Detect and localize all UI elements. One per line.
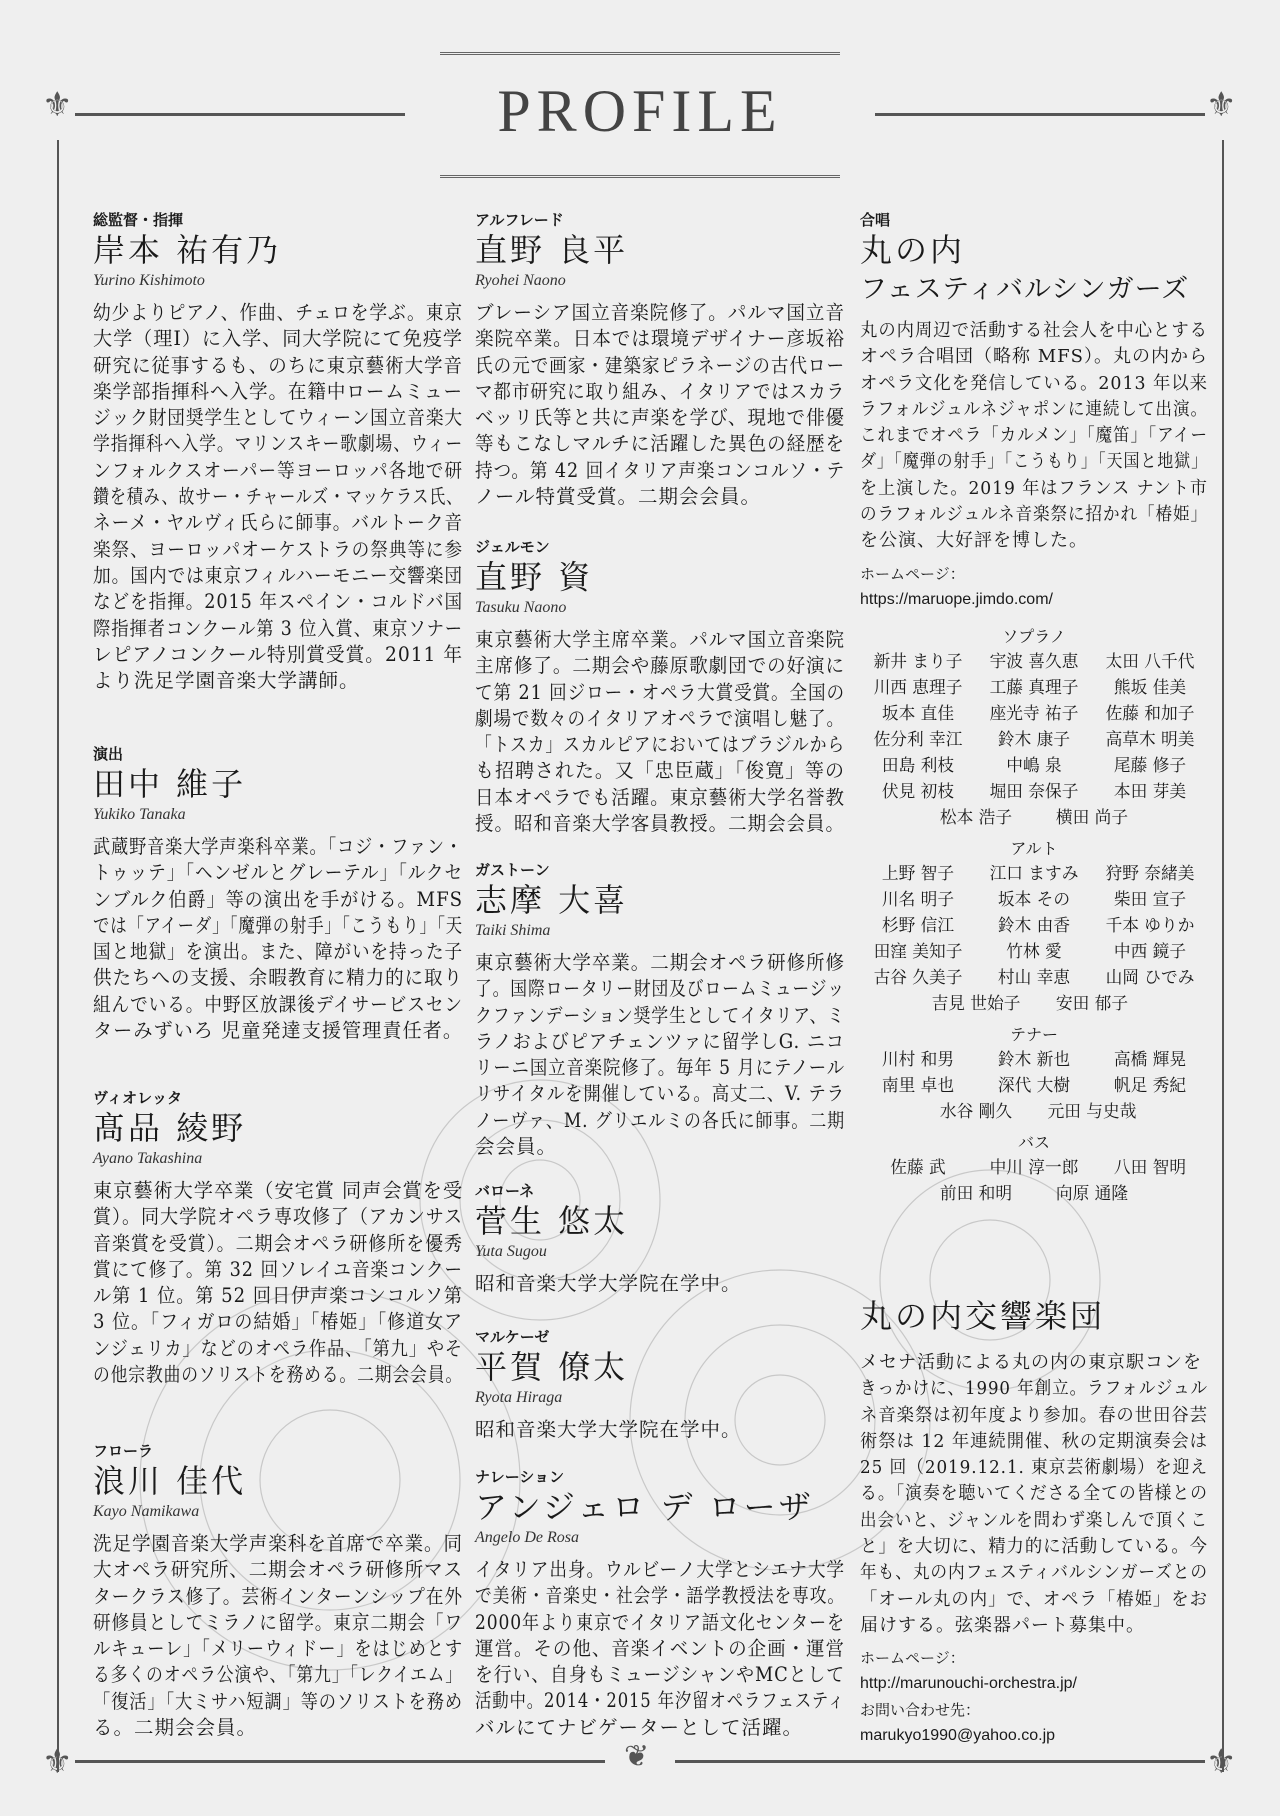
orchestra-contact-email[interactable]: marukyo1990@yahoo.co.jp <box>860 1727 1056 1745</box>
chorus-member: 狩野 奈緒美 <box>1105 863 1195 884</box>
bio-line: 洗足学園音楽大学声楽科を首席で卒業。同 <box>93 1532 464 1555</box>
bio-line: 大学（理Ⅰ）に入学、同大学院にて免疫学 <box>93 327 463 351</box>
profile-bio <box>93 300 463 694</box>
chorus-part <box>860 1131 1208 1207</box>
profile-name: アンジェロ デ ローザ <box>475 1488 814 1526</box>
chorus-member-row <box>860 779 1208 805</box>
frame-bottom-right-line <box>675 1760 1205 1763</box>
bio-line: ルキューレ」「メリーウィドー」をはじめとす <box>93 1637 463 1661</box>
fleur-de-lis-icon: ⚜ <box>1206 1742 1237 1782</box>
bio-line: 等もこなしマルチに活躍した異色の経歴を <box>475 432 846 456</box>
chorus-member: 宇波 喜久恵 <box>989 651 1079 672</box>
profile-romaji: Yukiko Tanaka <box>93 806 186 823</box>
bio-line: ラノおよびピアチェンツァに留学しG. ニコ <box>475 1029 845 1053</box>
chorus-member: 中嶋 泉 <box>1006 755 1062 776</box>
chorus-member: 高橋 輝晃 <box>1113 1049 1187 1070</box>
bio-line: ンブルク伯爵」等の演出を手がける。MFS <box>93 887 463 911</box>
profile-bio <box>475 300 845 510</box>
profile-barone <box>475 1181 845 1297</box>
chorus-member: 尾藤 修子 <box>1113 755 1187 776</box>
bio-line: 3 位。「フィガロの結婚」「椿姫」「修道女ア <box>93 1310 464 1334</box>
bio-line: ンフォルクスオーパー等ヨーロッパ各地で研 <box>93 458 463 482</box>
fleur-de-lis-icon: ⚜ <box>42 85 73 125</box>
bio-line: 出会いと、ジャンルを問わず楽しんで頂くこ <box>860 1509 1208 1531</box>
chorus-member: 帆足 秀紀 <box>1113 1075 1187 1096</box>
fleur-de-lis-icon: ⚜ <box>1206 85 1237 125</box>
bio-line: 昭和音楽大学大学院在学中。 <box>475 1272 742 1295</box>
chorus-member: 川西 恵理子 <box>873 677 963 698</box>
chorus-member: 太田 八千代 <box>1105 651 1195 672</box>
profile-role: マルケーゼ <box>475 1328 550 1346</box>
chorus-role: 合唱 <box>860 211 891 229</box>
profile-gastone <box>475 860 845 1160</box>
profile-germont <box>475 537 845 837</box>
bio-line: 東京藝術大学卒業（安宅賞 同声会賞を受 <box>93 1179 463 1202</box>
orchestra-bio <box>860 1350 1208 1639</box>
bio-line: ネ音楽祭は初年度より参加。春の世田谷芸 <box>860 1404 1209 1426</box>
chorus-member: 深代 大樹 <box>997 1075 1071 1096</box>
bio-line: 昭和音楽大学大学院在学中。 <box>475 1418 742 1441</box>
chorus-member-row <box>860 753 1208 779</box>
chorus-part-label: ソプラノ <box>1002 626 1066 646</box>
profile-romaji: Ryota Hiraga <box>475 1389 563 1406</box>
bio-line: 術祭は 12 年連続開催、秋の定期演奏会は <box>860 1430 1208 1452</box>
chorus-member: 鈴木 由香 <box>997 915 1071 936</box>
profile-name: 田中 維子 <box>93 765 247 803</box>
chorus-member-row <box>860 913 1208 939</box>
frame-bottom-left-line <box>75 1760 605 1763</box>
bio-line: 賞にて修了。第 32 回ソレイユ音楽コンクー <box>93 1257 464 1281</box>
bio-line: オペラ文化を発信している。2013 年以来 <box>860 372 1208 394</box>
profile-role: ナレーション <box>475 1468 565 1486</box>
bio-line: 際指揮者コンクール第 3 位入賞、東京ソナー <box>93 616 464 640</box>
orchestra-homepage-label: ホームページ： <box>860 1649 965 1668</box>
profile-role: アルフレード <box>475 211 564 229</box>
profile-role: 総監督・指揮 <box>93 211 184 229</box>
bio-line: 供たちへの支援、余暇教育に精力的に取り <box>93 966 464 990</box>
bio-line: タークラス修了。芸術インターンシップ在外 <box>93 1584 464 1608</box>
chorus-member-row <box>860 675 1208 701</box>
profile-role: ヴィオレッタ <box>93 1089 182 1107</box>
profile-name: 髙品 綾野 <box>93 1109 247 1147</box>
bio-line: 25 回（2019.12.1. 東京芸術劇場）を迎え <box>860 1457 1209 1479</box>
bio-line: 国と地獄」を演出。また、障がいを持った子 <box>93 940 463 964</box>
frame-right-line <box>1222 140 1224 1772</box>
profile-name: 直野 良平 <box>475 231 629 269</box>
chorus-member: 江口 ますみ <box>989 863 1079 884</box>
profile-role: フローラ <box>93 1442 154 1460</box>
chorus-member: 村山 幸恵 <box>997 967 1071 988</box>
chorus-member: 柴田 宣子 <box>1113 889 1187 910</box>
chorus-member: 中川 淳一郎 <box>989 1157 1079 1178</box>
chorus-member: 吉見 世始子 <box>931 993 1021 1014</box>
bio-line: で美術・音楽史・社会学・語学教授法を専攻。 <box>475 1584 845 1608</box>
chorus-member: 川村 和男 <box>881 1049 955 1070</box>
chorus-member: 前田 和明 <box>939 1183 1013 1204</box>
scroll-ornament-icon: ❦ <box>624 1739 650 1774</box>
chorus-member: 田島 利枝 <box>881 755 955 776</box>
bio-line: 「復活」「大ミサハ短調」等のソリストを務め <box>93 1689 464 1713</box>
bio-line: 持つ。第 42 回イタリア声楽コンコルソ・テ <box>475 458 846 482</box>
profile-romaji: Yurino Kishimoto <box>93 272 205 289</box>
bio-line: ラフォルジュルネジャポンに連続して出演。 <box>860 398 1208 420</box>
chorus-member: 竹林 愛 <box>1006 941 1062 962</box>
bio-line: より洗足学園音楽大学講師。 <box>93 669 360 693</box>
profile-bio <box>475 627 845 837</box>
chorus-member: 本田 芽美 <box>1113 781 1187 802</box>
bio-line: メセナ活動による丸の内の東京駅コンを <box>860 1352 1202 1373</box>
profile-name: 志摩 大喜 <box>475 881 629 919</box>
chorus-member-row <box>860 649 1208 675</box>
chorus-member-row <box>860 991 1208 1017</box>
bio-line: 日本オペラでも活躍。東京藝術大学名誉教 <box>475 785 846 809</box>
bio-line: 鑽を積み、故サー・チャールズ・マッケラス氏、 <box>93 485 464 509</box>
frame-top-right-line <box>875 113 1205 116</box>
chorus-member: 佐分利 幸江 <box>873 729 963 750</box>
chorus-name-line1: 丸の内 <box>860 231 966 269</box>
orchestra-homepage-link[interactable]: http://marunouchi-orchestra.jp/ <box>860 1675 1077 1693</box>
bio-line: と」を大切に、精力的に活動している。今 <box>860 1536 1209 1558</box>
bio-line: ル第 1 位。第 52 回日伊声楽コンコルソ第 <box>93 1284 464 1308</box>
profile-role: ガストーン <box>475 861 550 879</box>
bio-line: 研究に従事するも、のちに東京藝術大学音 <box>93 353 464 377</box>
chorus-name-line2: フェスティバルシンガーズ <box>860 274 1190 305</box>
profile-role: 演出 <box>93 745 124 763</box>
chorus-part-label: テナー <box>1009 1024 1058 1044</box>
profile-role: ジェルモン <box>475 538 550 556</box>
chorus-member-row <box>860 1099 1208 1125</box>
profile-romaji: Kayo Namikawa <box>93 1503 200 1520</box>
chorus-member-row <box>860 1047 1208 1073</box>
chorus-member: 八田 智明 <box>1113 1157 1187 1178</box>
profile-name: 直野 資 <box>475 558 594 596</box>
bio-line: 丸の内周辺で活動する社会人を中心とする <box>860 320 1209 341</box>
bio-line: 劇場で数々のイタリアオペラで演唱し魅了。 <box>475 706 846 730</box>
chorus-member-row <box>860 887 1208 913</box>
bio-line: 加。国内では東京フィルハーモニー交響楽団 <box>93 563 463 587</box>
bio-line: を上演した。2019 年はフランス ナント市 <box>860 477 1208 499</box>
chorus-member: 安田 郁子 <box>1055 993 1129 1014</box>
bio-line: ブレーシア国立音楽院修了。パルマ国立音 <box>475 301 846 324</box>
bio-line: イタリア出身。ウルビーノ大学とシエナ大学 <box>475 1558 845 1581</box>
profile-romaji: Ryohei Naono <box>475 272 566 289</box>
chorus-member: 水谷 剛久 <box>939 1101 1013 1122</box>
profile-role: バローネ <box>475 1182 535 1200</box>
bio-line: の他宗教曲のソリストを務める。二期会会員。 <box>93 1363 464 1387</box>
bio-line: 了。国際ロータリー財団及びロームミュージッ <box>475 977 846 1001</box>
chorus-bio <box>860 318 1208 555</box>
chorus-member: 鈴木 康子 <box>997 729 1071 750</box>
bio-line: 組んでいる。中野区放課後デイサービスセン <box>93 992 463 1016</box>
bio-line: 研修員としてミラノに留学。東京二期会「ワ <box>93 1610 463 1634</box>
profile-romaji: Taiki Shima <box>475 922 551 939</box>
bio-line: では「アイーダ」「魔弾の射手」「こうもり」「天 <box>93 913 464 937</box>
chorus-member: 新井 まり子 <box>873 651 963 672</box>
bio-line: 東京藝術大学主席卒業。パルマ国立音楽院 <box>475 628 846 651</box>
chorus-member: 高草木 明美 <box>1105 729 1195 750</box>
chorus-member-list <box>860 625 1208 1207</box>
chorus-part <box>860 625 1208 831</box>
profile-bio <box>475 1417 845 1443</box>
bio-line: 大オペラ研究所、二期会オペラ研修所マス <box>93 1558 464 1582</box>
chorus-member: 松本 浩子 <box>939 807 1013 828</box>
chorus-member: 杉野 信江 <box>881 915 955 936</box>
bio-line: バルにてナビゲーターとして活躍。 <box>475 1715 804 1739</box>
bio-line: 幼少よりピアノ、作曲、チェロを学ぶ。東京 <box>93 301 464 324</box>
chorus-member: 伏見 初枝 <box>881 781 955 802</box>
chorus-member: 上野 智子 <box>881 863 955 884</box>
bio-line: 楽院卒業。日本では環境デザイナー彦坂裕 <box>475 327 846 351</box>
chorus-part <box>860 1023 1208 1125</box>
profile-romaji: Angelo De Rosa <box>475 1529 579 1546</box>
chorus-member-row <box>860 701 1208 727</box>
bio-line: 運営。その他、音楽イベントの企画・運営 <box>475 1636 846 1660</box>
bio-line: きっかけに、1990 年創立。ラフォルジュル <box>860 1378 1209 1400</box>
orchestra-contact-label: お問い合わせ先： <box>860 1701 981 1720</box>
bio-line: 授。昭和音楽大学客員教授。二期会会員。 <box>475 812 846 836</box>
profile-flora <box>93 1441 463 1741</box>
bio-line: などを指揮。2015 年スペイン・コルドバ国 <box>93 590 464 614</box>
chorus-member: 工藤 真理子 <box>989 677 1079 698</box>
bio-line: る。二期会会員。 <box>93 1716 258 1740</box>
chorus-member: 中西 鏡子 <box>1113 941 1187 962</box>
bio-line: を行い、自身もミュージシャンやMCとして <box>475 1663 845 1687</box>
chorus-member-row <box>860 1155 1208 1181</box>
profile-alfredo <box>475 210 845 510</box>
chorus-homepage-label: ホームページ： <box>860 564 965 583</box>
profile-name: 岸本 祐有乃 <box>93 231 282 269</box>
bio-line: 氏の元で画家・建築家ピラネージの古代ロー <box>475 353 846 377</box>
chorus-member: 佐藤 和加子 <box>1105 703 1195 724</box>
bio-line: 武蔵野音楽大学声楽科卒業。「コジ・ファン・ <box>93 835 464 858</box>
bio-line: トゥッテ」「ヘンゼルとグレーテル」「ルクセ <box>93 861 463 885</box>
bio-line: マ都市研究に取り組み、イタリアではスカラ <box>475 379 846 403</box>
bio-line: る多くのオペラ公演や、「第九」「レクイエム」 <box>93 1663 463 1687</box>
fleur-de-lis-icon: ⚜ <box>42 1742 73 1782</box>
chorus-member: 古谷 久美子 <box>873 967 963 988</box>
bio-line: これまでオペラ「カルメン」「魔笛」「アイー <box>860 425 1209 447</box>
profile-name: 菅生 悠太 <box>475 1202 629 1240</box>
chorus-member: 坂本 直佳 <box>881 703 955 724</box>
bio-line: を公演、大好評を博した。 <box>860 530 1088 552</box>
bio-line: 「オール丸の内」で、オペラ「椿姫」をお <box>860 1588 1208 1610</box>
bio-line: 年も、丸の内フェスティバルシンガーズとの <box>860 1562 1209 1584</box>
profile-director <box>93 744 463 1044</box>
bio-line: て第 21 回ジロー・オペラ大賞受賞。全国の <box>475 680 846 704</box>
profile-conductor <box>93 210 463 694</box>
profile-romaji: Tasuku Naono <box>475 599 567 616</box>
bio-line: 2000年より東京でイタリア語文化センターを <box>475 1610 846 1634</box>
orchestra-name: 丸の内交響楽団 <box>860 1297 1106 1335</box>
orchestra-section <box>860 1296 1208 1749</box>
bio-line: レピアノコンクール特別賞受賞。2011 年 <box>93 642 464 666</box>
bio-line: 届けする。弦楽器パート募集中。 <box>860 1614 1145 1636</box>
bio-line: クファンデーション奨学生としてイタリア、ミ <box>475 1003 845 1027</box>
chorus-member: 座光寺 祐子 <box>989 703 1079 724</box>
bio-line: ノーヴァ、M. グリエルミの各氏に師事。二期 <box>475 1108 846 1132</box>
bio-line: ンジェリカ」などのオペラ作品、「第九」やそ <box>93 1336 463 1360</box>
profile-romaji: Yuta Sugou <box>475 1243 547 1260</box>
bio-line: ノール特賞受賞。二期会会員。 <box>475 485 762 509</box>
chorus-member: 坂本 その <box>997 889 1071 910</box>
chorus-member-row <box>860 727 1208 753</box>
profile-romaji: Ayano Takashina <box>93 1150 203 1167</box>
profile-bio <box>475 950 845 1160</box>
chorus-member: 佐藤 武 <box>890 1157 946 1178</box>
chorus-member-row <box>860 965 1208 991</box>
bio-line: 東京藝術大学卒業。二期会オペラ研修所修 <box>475 951 846 974</box>
chorus-part <box>860 837 1208 1017</box>
bio-line: リーニ国立音楽院修了。毎年 5 月にテノール <box>475 1056 845 1080</box>
bio-line: 主席修了。二期会や藤原歌劇団での好演に <box>475 654 846 678</box>
bio-line: ジック財団奨学生としてウィーン国立音楽大 <box>93 406 464 430</box>
chorus-member: 向原 通隆 <box>1055 1183 1129 1204</box>
chorus-member: 鈴木 新也 <box>997 1049 1071 1070</box>
chorus-member: 川名 明子 <box>881 889 955 910</box>
bio-line: 活動中。2014・2015 年汐留オペラフェスティ <box>475 1689 845 1713</box>
chorus-homepage-link[interactable]: https://maruope.jimdo.com/ <box>860 590 1053 608</box>
bio-line: 「トスカ」スカルピアにおいてはブラジルから <box>475 733 845 757</box>
page-title: PROFILE <box>497 78 783 144</box>
chorus-member: 堀田 奈保子 <box>989 781 1079 802</box>
chorus-member: 横田 尚子 <box>1055 807 1129 828</box>
chorus-member-row <box>860 861 1208 887</box>
bio-line: のラフォルジュルネ音楽祭に招かれ「椿姫」 <box>860 504 1208 526</box>
profile-name: 浪川 佳代 <box>93 1462 247 1500</box>
chorus-member: 熊坂 佳美 <box>1113 677 1187 698</box>
chorus-section <box>860 210 1208 1207</box>
chorus-member-row <box>860 805 1208 831</box>
profile-narration <box>475 1467 845 1741</box>
chorus-member: 田窪 美知子 <box>873 941 963 962</box>
bio-line: 楽祭、ヨーロッパオーケストラの祭典等に参 <box>93 537 464 561</box>
chorus-member: 千本 ゆりか <box>1105 915 1195 936</box>
bio-line: 楽学部指揮科へ入学。在籍中ロームミュー <box>93 379 464 403</box>
chorus-member: 元田 与史哉 <box>1047 1101 1137 1122</box>
bio-line: 音楽賞を受賞）。二期会オペラ研修所を優秀 <box>93 1231 464 1255</box>
bio-line: オペラ合唱団（略称 MFS）。丸の内から <box>860 346 1208 368</box>
chorus-member: 山岡 ひでみ <box>1105 967 1195 988</box>
bio-line: 会会員。 <box>475 1135 558 1159</box>
chorus-member-row <box>860 1073 1208 1099</box>
profile-name: 平賀 僚太 <box>475 1348 629 1386</box>
bio-line: ダ」「魔弾の射手」「こうもり」「天国と地獄」 <box>860 451 1208 473</box>
chorus-part-label: バス <box>1017 1132 1050 1152</box>
profile-violetta <box>93 1088 463 1388</box>
profile-bio <box>93 834 463 1044</box>
chorus-member: 南里 卓也 <box>881 1075 955 1096</box>
chorus-member-row <box>860 939 1208 965</box>
profile-bio <box>93 1531 463 1741</box>
profile-bio <box>475 1271 845 1297</box>
bio-line: ターみずいろ 児童発達支援管理責任者。 <box>93 1019 463 1043</box>
bio-line: 賞）。同大学院オペラ専攻修了（アカンサス <box>93 1205 464 1229</box>
chorus-member-row <box>860 1181 1208 1207</box>
frame-left-line <box>57 140 59 1772</box>
bio-line: ベッリ氏等と共に声楽を学び、現地で俳優 <box>475 406 845 430</box>
frame-top-left-line <box>75 113 405 116</box>
profile-bio <box>475 1557 845 1741</box>
title-frame <box>440 52 840 178</box>
profile-marchese <box>475 1327 845 1443</box>
profile-bio <box>93 1178 463 1388</box>
bio-line: る。「演奏を聴いてくださる全ての皆様との <box>860 1483 1208 1505</box>
bio-line: ネーメ・ヤルヴィ氏らに師事。バルトーク音 <box>93 511 464 535</box>
bio-line: も招聘された。又「忠臣蔵」「俊寛」等の <box>475 759 846 783</box>
chorus-part-label: アルト <box>1010 838 1058 858</box>
bio-line: 学指揮科へ入学。マリンスキー歌劇場、ウィー <box>93 432 464 456</box>
bio-line: リサイタルを開催している。高丈二、V. テラ <box>475 1082 846 1106</box>
